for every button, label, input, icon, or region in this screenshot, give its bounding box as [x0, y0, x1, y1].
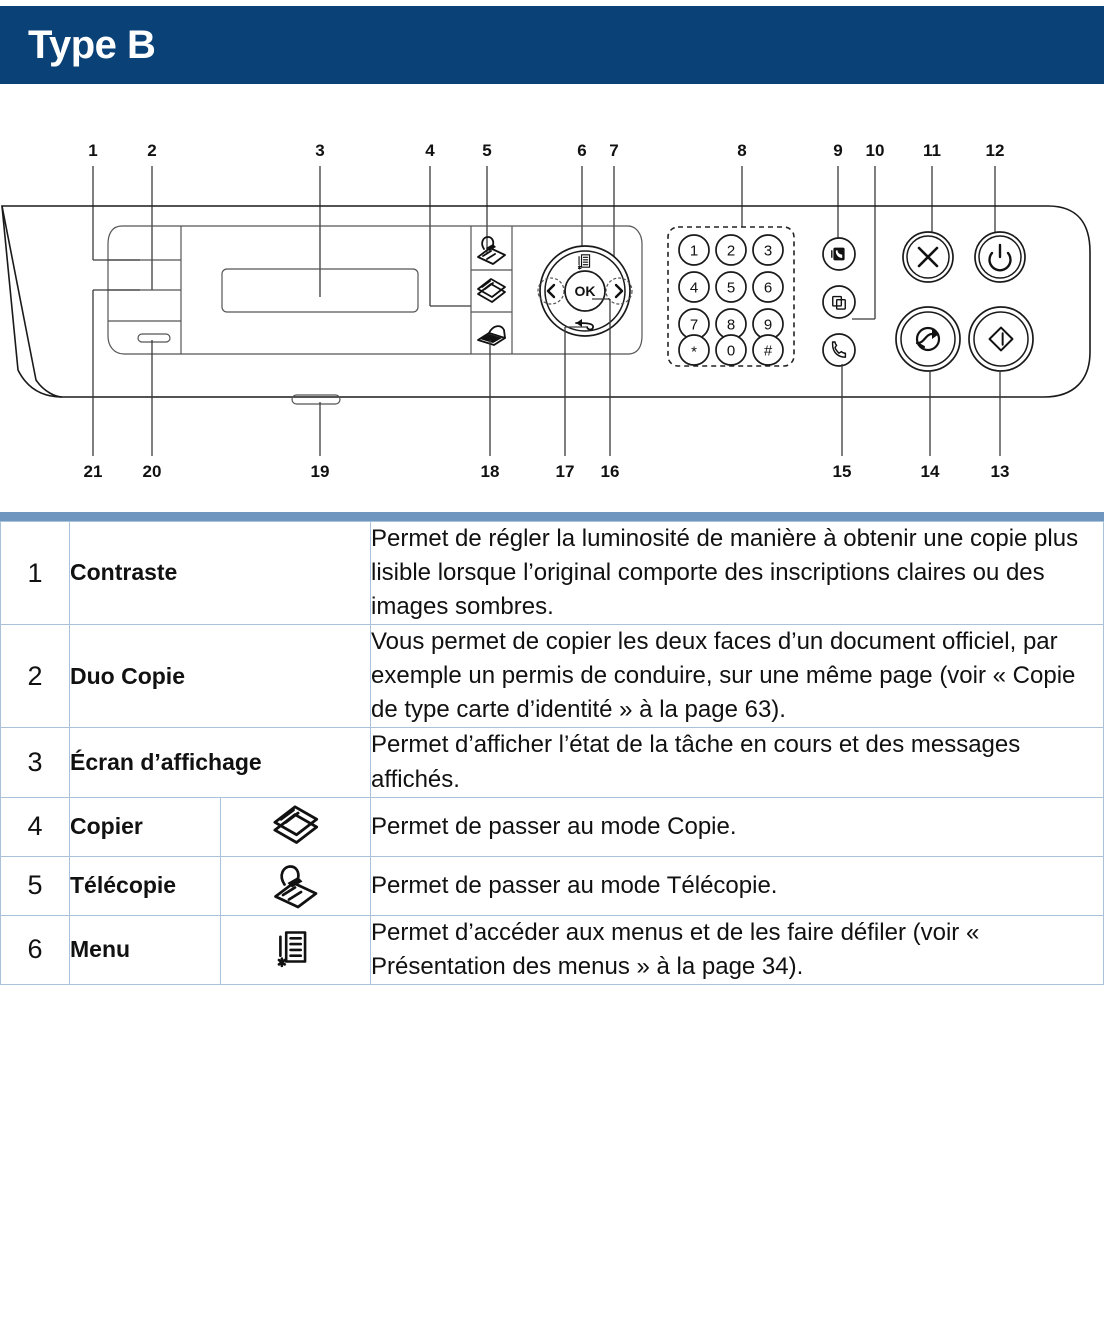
eco-button[interactable] [896, 307, 960, 371]
page-header-band [0, 6, 1104, 84]
table-row [1, 522, 1104, 625]
svg-text:10: 10 [865, 141, 885, 160]
row-description: Permet de régler la luminosité de manière à obtenir une copie plus lisible lorsque l’original comporte des inscriptions claires ou des images sombres. [371, 522, 1104, 625]
keypad-key-4[interactable] [679, 272, 709, 302]
svg-text:14: 14 [920, 462, 940, 481]
status-led [138, 334, 170, 342]
callout-21 [84, 290, 140, 481]
keypad-key-0[interactable] [716, 335, 746, 365]
row-label: Télécopie [70, 856, 221, 915]
page-title: Type B [28, 23, 156, 67]
menu-icon [266, 921, 324, 979]
svg-text:18: 18 [480, 462, 500, 481]
svg-text:12: 12 [985, 141, 1005, 160]
svg-text:11: 11 [923, 141, 941, 160]
svg-text:13: 13 [990, 462, 1010, 481]
fax-icon [266, 857, 324, 915]
redial-button[interactable] [823, 286, 855, 318]
svg-text:2: 2 [726, 242, 736, 260]
svg-text:20: 20 [142, 462, 162, 481]
description-table-wrapper [0, 512, 1104, 985]
callout-4 [425, 141, 471, 306]
copy-icon [266, 798, 324, 856]
svg-text:0: 0 [726, 342, 736, 360]
row-icon-cell [220, 797, 371, 856]
svg-text:4: 4 [689, 279, 699, 297]
svg-text:7: 7 [689, 316, 699, 334]
top-callout-terminals [93, 260, 152, 290]
callout-14 [921, 370, 940, 481]
keypad-key-1[interactable] [679, 235, 709, 265]
table-row [1, 856, 1104, 915]
row-icon-cell [220, 856, 371, 915]
svg-text:2: 2 [147, 141, 157, 160]
numeric-keypad[interactable] [668, 227, 794, 366]
keypad-key-2[interactable] [716, 235, 746, 265]
table-row [1, 625, 1104, 728]
row-description: Permet d’accéder aux menus et de les faire défiler (voir « Présentation des menus » à la page 34). [371, 915, 1104, 984]
svg-text:21: 21 [83, 462, 103, 481]
svg-text:3: 3 [315, 141, 325, 160]
svg-text:3: 3 [763, 242, 773, 260]
address-book-icon [832, 248, 845, 261]
svg-text:9: 9 [833, 141, 843, 160]
row-description: Vous permet de copier les deux faces d’un document officiel, par exemple un permis de conduire, sur une même page (voir « Copie de type carte d’identité » à la page 63). [371, 625, 1104, 728]
row-label: Copier [70, 797, 221, 856]
fax-function-buttons [823, 238, 855, 366]
svg-text:*: * [691, 343, 697, 361]
callout-2 [147, 141, 156, 290]
keypad-key-star[interactable] [679, 335, 709, 365]
svg-text:9: 9 [763, 316, 773, 334]
start-button[interactable] [969, 307, 1033, 371]
svg-text:4: 4 [425, 141, 435, 160]
callout-20 [143, 340, 162, 481]
fax-mode-button[interactable] [478, 237, 505, 264]
row-number: 6 [1, 915, 70, 984]
mode-button-column [471, 226, 512, 354]
on-hook-dial-button[interactable] [823, 334, 855, 366]
svg-text:19: 19 [310, 462, 330, 481]
row-icon-cell [220, 915, 371, 984]
row-number: 3 [1, 728, 70, 797]
svg-text:1: 1 [88, 141, 98, 160]
main-action-buttons [896, 232, 1033, 371]
callout-3 [315, 141, 324, 297]
row-number: 2 [1, 625, 70, 728]
navigation-wheel[interactable] [538, 246, 632, 336]
row-label: Duo Copie [70, 625, 371, 728]
row-number: 1 [1, 522, 70, 625]
callout-9 [833, 141, 842, 242]
svg-text:7: 7 [609, 141, 619, 160]
control-panel-diagram [0, 84, 1104, 510]
svg-text:6: 6 [763, 279, 773, 297]
keypad-key-hash[interactable] [753, 335, 783, 365]
callout-8 [737, 141, 746, 227]
svg-text:5: 5 [482, 141, 492, 160]
svg-text:5: 5 [726, 279, 736, 297]
row-number: 4 [1, 797, 70, 856]
callout-18 [481, 340, 500, 481]
svg-text:8: 8 [737, 141, 747, 160]
power-button[interactable] [975, 232, 1025, 282]
svg-text:1: 1 [689, 242, 699, 260]
row-description: Permet de passer au mode Télécopie. [371, 856, 1104, 915]
callout-6 [577, 141, 586, 250]
row-label: Contraste [70, 522, 371, 625]
callout-13 [991, 370, 1010, 481]
svg-text:#: # [763, 342, 773, 360]
keypad-key-5[interactable] [716, 272, 746, 302]
keypad-key-3[interactable] [753, 235, 783, 265]
row-label: Écran d’affichage [70, 728, 371, 797]
table-top-bar [0, 512, 1104, 521]
table-row [1, 915, 1104, 984]
svg-text:15: 15 [832, 462, 852, 481]
svg-text:6: 6 [577, 141, 587, 160]
callout-15 [833, 364, 852, 481]
table-row [1, 797, 1104, 856]
callout-1 [88, 141, 97, 260]
svg-text:17: 17 [555, 462, 575, 481]
scan-mode-button[interactable] [478, 326, 505, 345]
control-panel-description-table [0, 521, 1104, 985]
svg-text:8: 8 [726, 316, 736, 334]
callout-19 [311, 402, 330, 481]
address-book-button[interactable] [823, 238, 855, 270]
row-description: Permet de passer au mode Copie. [371, 797, 1104, 856]
copy-mode-button[interactable] [478, 279, 505, 302]
table-row [1, 728, 1104, 797]
row-description: Permet d’afficher l’état de la tâche en cours et des messages affichés. [371, 728, 1104, 797]
stop-button[interactable] [903, 232, 953, 282]
row-number: 5 [1, 856, 70, 915]
svg-text:16: 16 [600, 462, 620, 481]
ok-button-label: OK [574, 283, 596, 299]
callout-17 [556, 327, 586, 481]
keypad-key-6[interactable] [753, 272, 783, 302]
row-label: Menu [70, 915, 221, 984]
callout-10 [852, 141, 884, 319]
